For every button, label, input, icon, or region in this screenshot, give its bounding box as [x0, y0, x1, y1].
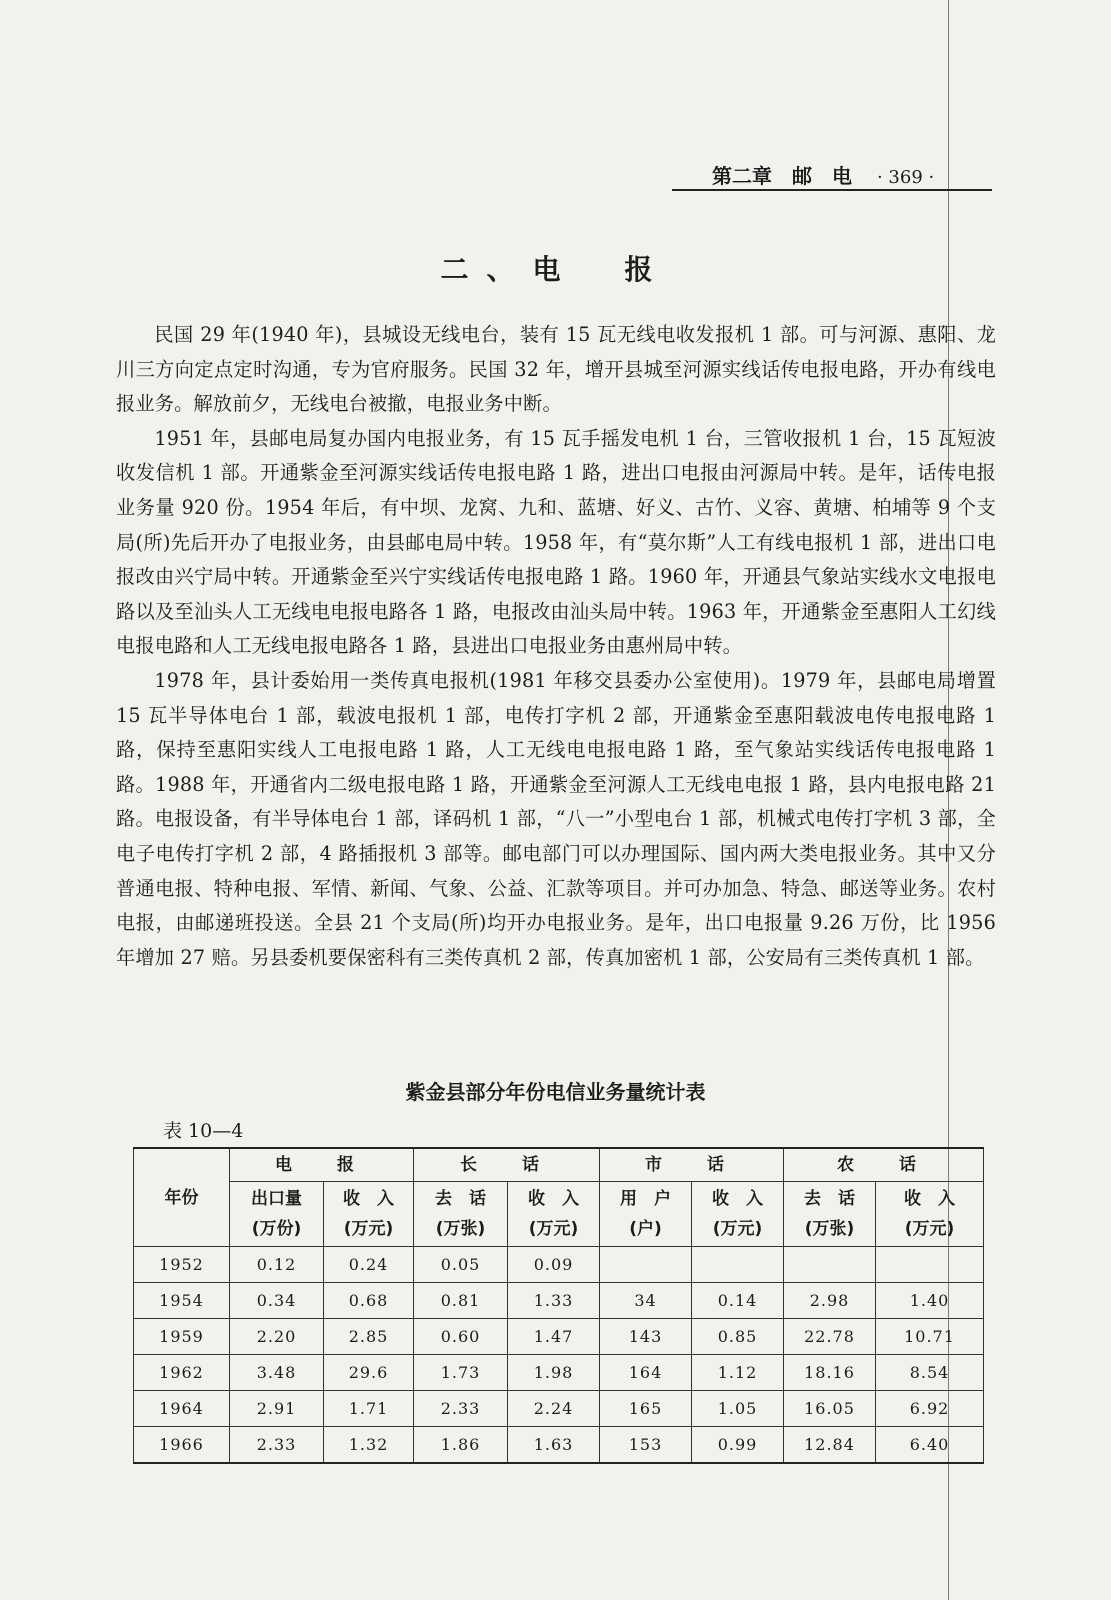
table-cell: 29.6: [324, 1355, 414, 1391]
group-header-rural-phone: 农 话: [784, 1148, 984, 1182]
table-cell: 2.98: [784, 1283, 876, 1319]
subheader: [600, 1182, 692, 1247]
table-cell: [600, 1247, 692, 1283]
table-cell: 2.20: [230, 1319, 324, 1355]
page-number: · 369 ·: [876, 167, 935, 188]
subheader: [414, 1182, 508, 1247]
table-cell: 0.14: [692, 1283, 784, 1319]
table-cell: 18.16: [784, 1355, 876, 1391]
year-cell: 1954: [134, 1283, 230, 1319]
subheader-unit: (万份): [251, 1219, 302, 1239]
subheader-unit: (万元): [712, 1219, 763, 1239]
table-cell: 0.34: [230, 1283, 324, 1319]
subheader-label: 收 入: [712, 1189, 763, 1209]
table-row: [134, 1247, 984, 1283]
group-header-long-distance: 长 话: [414, 1148, 600, 1182]
table-cell: 1.47: [508, 1319, 600, 1355]
year-cell: 1966: [134, 1427, 230, 1464]
table-title: 紫金县部分年份电信业务量统计表: [405, 1080, 706, 1104]
table-cell: 34: [600, 1283, 692, 1319]
table-cell: 0.60: [414, 1319, 508, 1355]
subheader: [876, 1182, 984, 1247]
year-cell: 1964: [134, 1391, 230, 1427]
table-subheader-row: [134, 1182, 984, 1247]
paragraph: 1951 年，县邮电局复办国内电报业务，有 15 瓦手摇发电机 1 台，三管收报机 1 台，15 瓦短波收发信机 1 部。开通紫金至河源实线话传电报电路 1 路，进出口电报由河源局中转。是年，话传电报业务量 920 份。1954 年后，有中坝、龙窝、九和、蓝塘、好义、古竹、义容、黄塘、柏埔等 9 个支局(所)先后开办了电报业务，由县邮电局中转。1958 年，有“莫尔斯”人工有线电报机 1 部，进出口电报改由兴宁局中转。开通紫金至兴宁实线话传电报电路 1 路。1960 年，开通县气象站实线水文电报电路以及至汕头人工无线电电报电路各 1 路，电报改由汕头局中转。1963 年，开通紫金至惠阳人工幻线电报电路和人工无线电报电路各 1 路，县进出口电报业务由惠州局中转。: [116, 426, 996, 658]
subheader-label: 出口量: [251, 1189, 302, 1209]
table-cell: 0.85: [692, 1319, 784, 1355]
header-rule: [672, 189, 992, 191]
table-cell: 143: [600, 1319, 692, 1355]
table-cell: 22.78: [784, 1319, 876, 1355]
table-cell: 1.33: [508, 1283, 600, 1319]
table-cell: 0.68: [324, 1283, 414, 1319]
table-cell: 2.33: [414, 1391, 508, 1427]
subheader: [324, 1182, 414, 1247]
chapter-title: 第二章 邮 电: [712, 164, 852, 188]
subheader: [230, 1182, 324, 1247]
subheader: [784, 1182, 876, 1247]
table-cell: 1.98: [508, 1355, 600, 1391]
table-cell: 6.40: [876, 1427, 984, 1464]
table-cell: 1.05: [692, 1391, 784, 1427]
year-header: 年份: [134, 1148, 230, 1247]
table-cell: 10.71: [876, 1319, 984, 1355]
group-header-local-phone: 市 话: [600, 1148, 784, 1182]
subheader: [692, 1182, 784, 1247]
subheader-label: 收 入: [343, 1189, 394, 1209]
table-cell: 1.73: [414, 1355, 508, 1391]
table-cell: 0.09: [508, 1247, 600, 1283]
table-cell: 3.48: [230, 1355, 324, 1391]
table-cell: 0.99: [692, 1427, 784, 1464]
table-cell: 0.81: [414, 1283, 508, 1319]
body-text: [116, 318, 996, 975]
paragraph: 民国 29 年(1940 年)，县城设无线电台，装有 15 瓦无线电收发报机 1 部。可与河源、惠阳、龙川三方向定点定时沟通，专为官府服务。民国 32 年，增开县城至河源实线话传电报电路，开办有线电报业务。解放前夕，无线电台被撤，电报业务中断。: [116, 323, 996, 416]
table-cell: 8.54: [876, 1355, 984, 1391]
subheader-unit: (万张): [804, 1219, 855, 1239]
subheader-label: 去 话: [435, 1189, 486, 1209]
table-cell: 165: [600, 1391, 692, 1427]
subheader-label: 收 入: [904, 1189, 955, 1209]
subheader-label: 用 户: [620, 1189, 671, 1209]
table-cell: [876, 1247, 984, 1283]
table-row: [134, 1427, 984, 1464]
table-row: [134, 1283, 984, 1319]
table-cell: [692, 1247, 784, 1283]
table-cell: 16.05: [784, 1391, 876, 1427]
table-cell: 0.12: [230, 1247, 324, 1283]
table-cell: 164: [600, 1355, 692, 1391]
table-cell: 2.85: [324, 1319, 414, 1355]
table-cell: 0.05: [414, 1247, 508, 1283]
running-header: [712, 160, 934, 189]
year-cell: 1952: [134, 1247, 230, 1283]
table-row: [134, 1355, 984, 1391]
subheader-unit: (万张): [435, 1219, 486, 1239]
subheader-label: 收 入: [528, 1189, 579, 1209]
table-cell: [784, 1247, 876, 1283]
table-header-row: [134, 1148, 984, 1182]
table-cell: 1.71: [324, 1391, 414, 1427]
paragraph: 1978 年，县计委始用一类传真电报机(1981 年移交县委办公室使用)。1979 年，县邮电局增置 15 瓦半导体电台 1 部，载波电报机 1 部，电传打字机 2 部，开通紫金至惠阳载波电传电报电路 1 路，保持至惠阳实线人工电报电路 1 路，人工无线电电报电路 1 路，至气象站实线话传电报电路 1 路。1988 年，开通省内二级电报电路 1 路，开通紫金至河源人工无线电电报 1 路，县内电报电路 21 路。电报设备，有半导体电台 1 部，译码机 1 部，“八一”小型电台 1 部，机械式电传打字机 3 部，全电子电传打字机 2 部，4 路插报机 3 部等。邮电部门可以办理国际、国内两大类电报业务。其中又分普通电报、特种电报、军情、新闻、气象、公益、汇款等项目。并可办加急、特急、邮送等业务。农村电报，由邮递班投送。全县 21 个支局(所)均开办电报业务。是年，出口电报量 9.26 万份，比 1956 年增加 27 赔。另县委机要保密科有三类传真机 2 部，传真加密机 1 部，公安局有三类传真机 1 部。: [116, 668, 996, 969]
table-cell: 1.86: [414, 1427, 508, 1464]
table-cell: 2.33: [230, 1427, 324, 1464]
statistics-table: [133, 1147, 984, 1464]
table-cell: 1.63: [508, 1427, 600, 1464]
table-cell: 0.24: [324, 1247, 414, 1283]
subheader: [508, 1182, 600, 1247]
table-cell: 12.84: [784, 1427, 876, 1464]
subheader-label: 去 话: [804, 1189, 855, 1209]
table-row: [134, 1319, 984, 1355]
table-cell: 6.92: [876, 1391, 984, 1427]
table-id: 表 10—4: [163, 1120, 244, 1142]
group-header-telegraph: 电 报: [230, 1148, 414, 1182]
year-cell: 1959: [134, 1319, 230, 1355]
table-cell: 1.12: [692, 1355, 784, 1391]
table-cell: 2.24: [508, 1391, 600, 1427]
subheader-unit: (万元): [343, 1219, 394, 1239]
table-cell: 1.32: [324, 1427, 414, 1464]
subheader-unit: (万元): [904, 1219, 955, 1239]
subheader-unit: (户): [629, 1219, 662, 1239]
section-title: 二、电 报: [440, 253, 671, 286]
subheader-unit: (万元): [528, 1219, 579, 1239]
table-row: [134, 1391, 984, 1427]
table-cell: 2.91: [230, 1391, 324, 1427]
year-cell: 1962: [134, 1355, 230, 1391]
table-cell: 153: [600, 1427, 692, 1464]
table-cell: 1.40: [876, 1283, 984, 1319]
